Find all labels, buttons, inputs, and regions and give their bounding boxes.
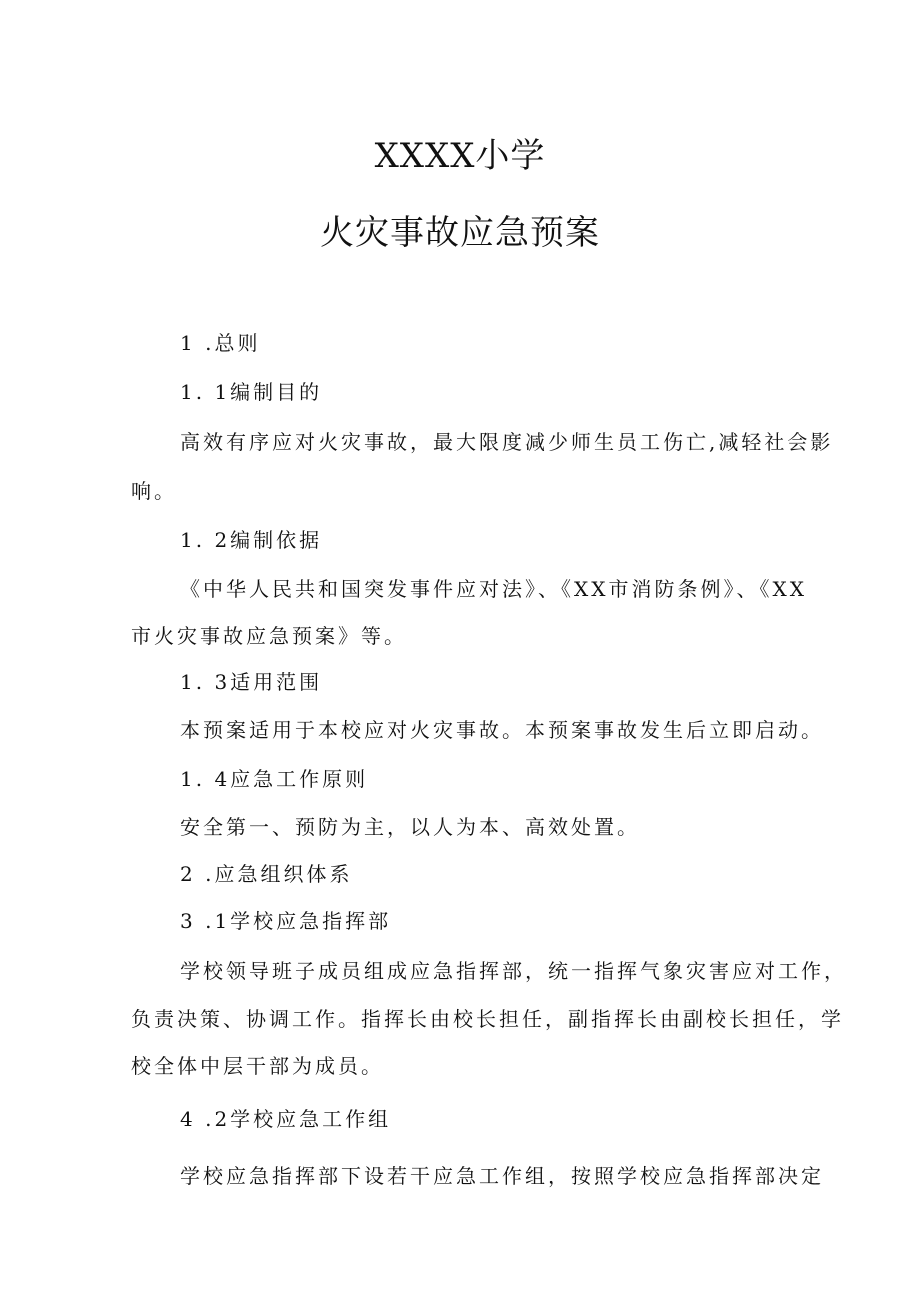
paragraph-line: 《中华人民共和国突发事件应对法》、《XX市消防条例》、《XX — [180, 577, 807, 601]
section-heading: 1 .总则 — [180, 331, 261, 355]
paragraph-line: 响。 — [131, 479, 177, 503]
subsection-heading: 3 .1学校应急指挥部 — [180, 909, 392, 933]
paragraph-line: 负责决策、协调工作。指挥长由校长担任，副指挥长由副校长担任，学 — [131, 1007, 844, 1031]
section-heading: 2 .应急组织体系 — [180, 862, 353, 886]
subsection-heading: 1. 1编制目的 — [180, 380, 323, 404]
paragraph-line: 学校应急指挥部下设若干应急工作组，按照学校应急指挥部决定 — [180, 1164, 824, 1188]
paragraph-line: 学校领导班子成员组成应急指挥部，统一指挥气象灾害应对工作， — [180, 959, 847, 983]
paragraph-line: 本预案适用于本校应对火灾事故。本预案事故发生后立即启动。 — [180, 718, 824, 742]
paragraph-line: 市火灾事故应急预案》等。 — [131, 624, 407, 648]
subsection-heading: 1. 3适用范围 — [180, 670, 323, 694]
document-title: XXXX小学 — [374, 136, 546, 176]
paragraph-line: 校全体中层干部为成员。 — [131, 1054, 384, 1078]
paragraph-line: 高效有序应对火灾事故，最大限度减少师生员工伤亡,减轻社会影 — [180, 430, 834, 454]
document-subtitle: 火灾事故应急预案 — [320, 213, 600, 253]
subsection-heading: 1. 4应急工作原则 — [180, 767, 369, 791]
paragraph-line: 安全第一、预防为主，以人为本、高效处置。 — [180, 815, 640, 839]
subsection-heading: 4 .2学校应急工作组 — [180, 1107, 392, 1131]
subsection-heading: 1. 2编制依据 — [180, 528, 323, 552]
